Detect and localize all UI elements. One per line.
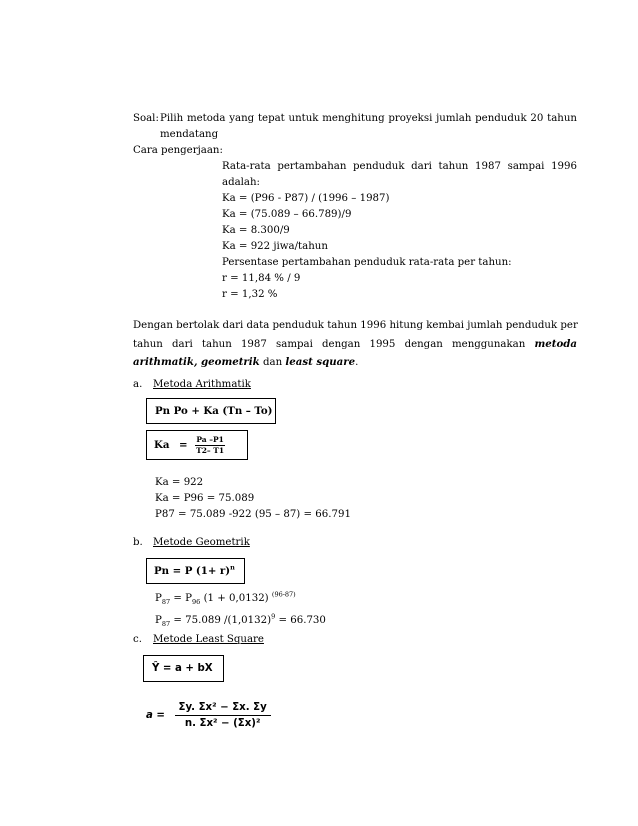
ka-label: Ka xyxy=(154,439,170,451)
soal-label: Soal: xyxy=(133,113,159,124)
section-b-line-1 xyxy=(155,591,296,606)
paragraph-line-2-text: tahun dari tahun 1987 sampai dengan 1995 dengan menggunakan xyxy=(133,339,526,350)
cara-line-7: r = 1,32 % xyxy=(222,289,278,300)
line2-sub: 87 xyxy=(161,620,171,629)
section-a-line-1: Ka = 922 xyxy=(155,477,204,488)
cara-label: Cara pengerjaan: xyxy=(133,145,223,156)
ka-fraction xyxy=(195,435,225,456)
paragraph-line-2 xyxy=(133,337,577,352)
line2-rest: = 75.089 /(1,0132) xyxy=(173,615,272,626)
formula-box-geometric xyxy=(146,558,245,584)
a-label: a = xyxy=(146,710,165,721)
cara-line-1: Ka = (P96 - P87) / (1996 – 1987) xyxy=(222,193,390,204)
cara-line-3: Ka = 8.300/9 xyxy=(222,225,290,236)
soal-line-2: mendatang xyxy=(160,129,219,140)
paragraph-metoda: metoda xyxy=(534,338,577,350)
soal-line-1: Pilih metoda yang tepat untuk menghitung proyeksi jumlah penduduk 20 tahun xyxy=(160,113,577,124)
formula-box-arithmatic xyxy=(146,398,276,424)
a-fraction-denominator: n. Σx² − (Σx)² xyxy=(184,718,261,729)
section-c-title: Metode Least Square xyxy=(153,634,264,645)
cara-text-2: adalah: xyxy=(222,177,260,188)
section-b-marker: b. xyxy=(133,537,143,548)
cara-line-2: Ka = (75.089 – 66.789)/9 xyxy=(222,209,352,220)
a-fraction xyxy=(175,700,271,731)
line1-sub2: 96 xyxy=(192,598,201,607)
ka-fraction-denominator: T2– T1 xyxy=(196,445,225,455)
line1-mid: = P xyxy=(173,593,193,604)
paragraph-line-3 xyxy=(133,355,358,370)
ka-equals: = xyxy=(179,439,188,451)
line1-sub: 87 xyxy=(161,598,171,607)
cara-line-5: Persentase pertambahan penduduk rata-rata per tahun: xyxy=(222,257,512,268)
paragraph-methods: arithmatik, geometrik xyxy=(133,356,260,368)
cara-line-4: Ka = 922 jiwa/tahun xyxy=(222,241,328,252)
paragraph-least-square: least square xyxy=(285,356,356,368)
section-a-marker: a. xyxy=(133,379,143,390)
section-a-title: Metoda Arithmatik xyxy=(153,379,251,390)
paragraph-period: . xyxy=(355,357,359,368)
line2-p: P xyxy=(155,615,162,626)
formula-a xyxy=(146,700,271,731)
formula-geometric: Pn = P (1+ r) xyxy=(154,565,231,577)
formula-least-square: Ŷ = a + bX xyxy=(152,663,213,674)
paragraph-line-1: Dengan bertolak dari data penduduk tahun 1996 hitung kembai jumlah penduduk per xyxy=(133,320,578,331)
section-b-line-2 xyxy=(155,613,326,628)
formula-geometric-exponent: n xyxy=(230,563,235,572)
a-fraction-numerator: Σy. Σx² − Σx. Σy xyxy=(175,700,271,716)
paragraph-dan: dan xyxy=(262,357,283,368)
line1-rest: (1 + 0,0132) xyxy=(203,593,269,604)
line2-sup: 9 xyxy=(271,612,276,621)
cara-text-1: Rata-rata pertambahan penduduk dari tahun 1987 sampai 1996 xyxy=(222,161,577,172)
section-a-line-3: P87 = 75.089 -922 (95 – 87) = 66.791 xyxy=(155,509,351,520)
cara-line-6: r = 11,84 % / 9 xyxy=(222,273,301,284)
section-b-title: Metode Geometrik xyxy=(153,537,250,548)
formula-box-ka xyxy=(146,430,248,460)
ka-fraction-numerator: Pa –P1 xyxy=(196,434,224,444)
formula-arithmatic: Pn Po + Ka (Tn – To) xyxy=(155,405,273,417)
section-c-marker: c. xyxy=(133,634,142,645)
line1-sup: (96-87) xyxy=(271,590,296,599)
section-a-line-2: Ka = P96 = 75.089 xyxy=(155,493,255,504)
line1-p: P xyxy=(155,593,162,604)
formula-box-least-square xyxy=(143,655,224,682)
line2-end: = 66.730 xyxy=(278,615,326,626)
